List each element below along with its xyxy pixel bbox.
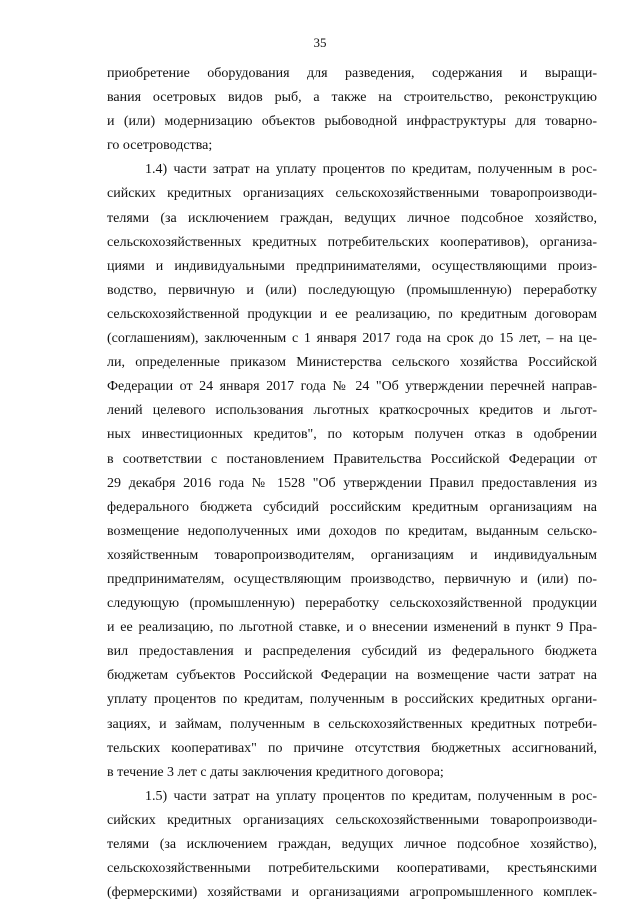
text-line: приобретение оборудования для разведения, содержания и выращи- [107,66,597,81]
text-line: и ее реализацию, по льготной ставке, и о внесении изменений в пункт 9 Пра- [107,620,597,636]
text-line: 1.4) части затрат на уплату процентов по кредитам, полученным в рос- [145,162,597,178]
text-line: следующую (промышленную) переработку сельскохозяйственной продукции [107,596,597,612]
text-line: циями и индивидуальными предпринимателями, осуществляющими произ- [107,258,597,274]
text-line: в соответствии с постановлением Правительства Российской Федерации от [107,451,597,467]
text-line: вил предоставления и распределения субсидий из федерального бюджета [107,644,597,660]
text-line: сельскохозяйственных кредитных потребительских кооперативов), организа- [107,234,597,250]
text-line: ных инвестиционных кредитов", по которым получен отказ в одобрении [107,427,597,443]
text-line: сийских кредитных организациях сельскохозяйственными товаропроизводи- [107,812,597,828]
text-line: телями (за исключением граждан, ведущих личное подсобное хозяйство), [107,837,597,852]
text-line: вания осетровых видов рыб, а также на строительство, реконструкцию [107,90,597,106]
text-line: сийских кредитных организациях сельскохозяйственными товаропроизводи- [107,186,597,202]
text-line: 29 декабря 2016 года № 1528 "Об утверждении Правил предоставления из [107,475,597,491]
text-line: 1.5) части затрат на уплату процентов по кредитам, полученным в рос- [145,788,597,804]
text-line: в течение 3 лет с даты заключения кредитного договора; [107,764,444,780]
text-line: (фермерскими) хозяйствами и организациями агропромышленного комплек- [107,885,597,901]
text-line: ли, определенные приказом Министерства сельского хозяйства Российской [107,355,597,371]
text-line: хозяйственным товаропроизводителям, организациям и индивидуальным [107,547,597,563]
text-line: (соглашениям), заключенным с 1 января 2017 года на срок до 15 лет, – на це- [107,331,597,347]
text-line: сельскохозяйственной продукции и ее реализацию, по кредитным договорам [107,306,597,322]
text-line: и (или) модернизацию объектов рыбоводной инфраструктуры для товарно- [107,114,597,130]
text-line: телями (за исключением граждан, ведущих личное подсобное хозяйство, [107,210,597,226]
text-line: Федерации от 24 января 2017 года № 24 "Об утверждении перечней направ- [107,379,597,395]
text-line: предпринимателям, осуществляющим производство, первичную и (или) по- [107,571,597,587]
page-number: 35 [313,35,327,50]
text-line: сельскохозяйственными потребительскими кооперативами, крестьянскими [107,861,597,877]
text-line: зациях, и займам, полученным в сельскохозяйственных кредитных потреби- [107,716,597,732]
text-line: тельских кооперативах" по причине отсутствия бюджетных ассигнований, [107,740,597,756]
text-line: водство, первичную и (или) последующую (промышленную) переработку [107,282,597,298]
text-line: го осетроводства; [107,138,213,154]
text-line: возмещение недополученных ими доходов по кредитам, выданным сельско- [107,523,597,539]
text-line: уплату процентов по кредитам, полученным в российских кредитных органи- [107,692,597,708]
text-line: федерального бюджета субсидий российским кредитным организациям на [107,499,597,515]
document-body [107,62,597,905]
text-line: бюджетам субъектов Российской Федерации на возмещение части затрат на [107,668,597,684]
text-line: лений целевого использования льготных краткосрочных кредитов и льгот- [107,403,597,419]
